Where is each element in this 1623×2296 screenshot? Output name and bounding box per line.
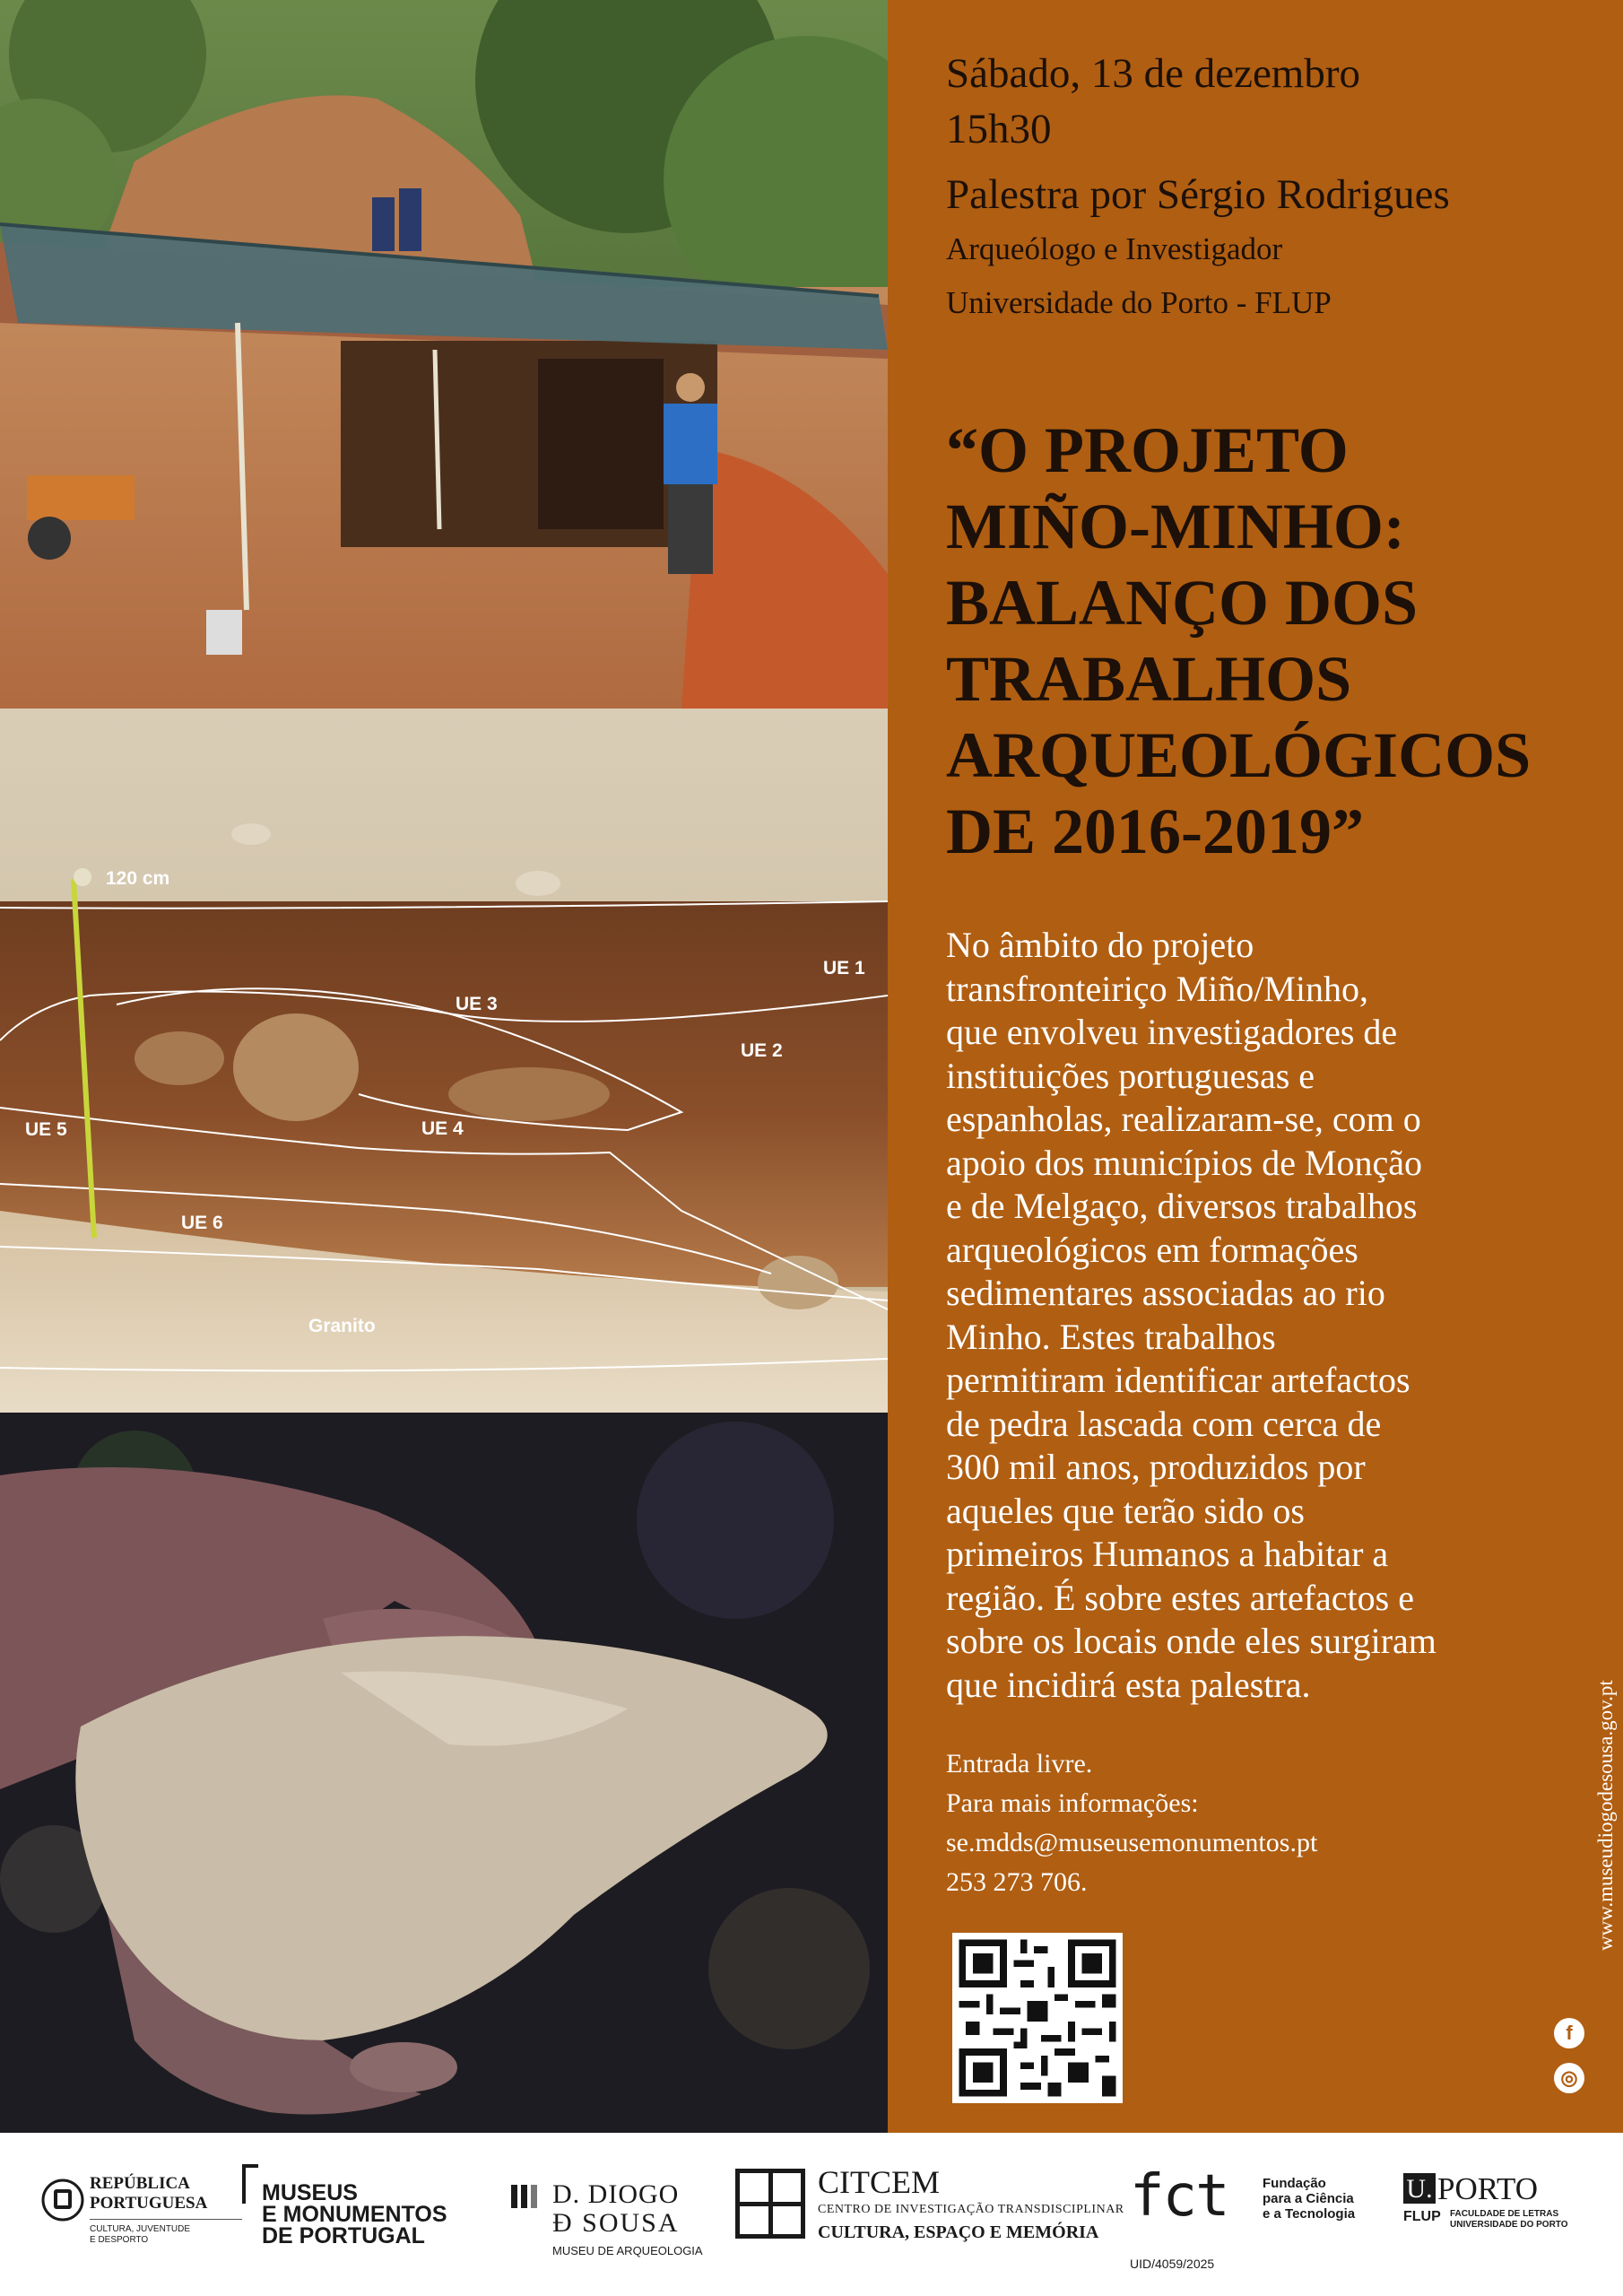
description-line: Minho. Estes trabalhos	[946, 1316, 1276, 1357]
window-grid-icon	[735, 2169, 805, 2239]
speaker-institution: Universidade do Porto - FLUP	[946, 285, 1332, 320]
description-line: transfronteiriço Miño/Minho,	[946, 968, 1369, 1009]
lecture-description	[946, 924, 1574, 1707]
description-line: espanholas, realizaram-se, com o	[946, 1099, 1421, 1139]
title-line: ARQUEOLÓGICOS	[946, 719, 1532, 791]
title-line: BALANÇO DOS	[946, 567, 1419, 639]
fct-line1: Fundação	[1263, 2176, 1326, 2191]
description-line: de pedra lascada com cerca de	[946, 1403, 1382, 1444]
contact-info	[946, 1744, 1317, 1902]
up-flup: FLUP	[1403, 2209, 1441, 2224]
rp-line1: REPÚBLICA	[90, 2174, 190, 2193]
label-ue4: UE 4	[421, 1118, 464, 1139]
artefact-in-hand-photo	[0, 1413, 888, 2133]
mmp-line1: MUSEUS	[262, 2180, 358, 2205]
fct-mark: fct	[1130, 2163, 1228, 2230]
description-line: permitiram identificar artefactos	[946, 1360, 1410, 1400]
label-ue3: UE 3	[456, 994, 498, 1014]
rp-line2: PORTUGUESA	[90, 2194, 208, 2213]
mmp-line2: E MONUMENTOS	[262, 2202, 447, 2227]
fct-line3: e a Tecnologia	[1263, 2206, 1356, 2222]
label-depth: 120 cm	[106, 868, 170, 889]
bars-icon	[511, 2185, 547, 2208]
event-speaker: Palestra por Sérgio Rodrigues	[946, 171, 1450, 218]
citcem-sub1: CENTRO DE INVESTIGAÇÃO TRANSDISCIPLINAR	[818, 2203, 1124, 2216]
description-line: No âmbito do projeto	[946, 925, 1254, 965]
title-line: “O PROJETO	[946, 414, 1349, 486]
up-porto: PORTO	[1437, 2171, 1539, 2206]
contact-phone: 253 273 706.	[946, 1867, 1088, 1897]
instagram-icon[interactable]: ◎	[1554, 2063, 1584, 2093]
description-line: sobre os locais onde eles surgiram	[946, 1621, 1436, 1661]
entry-note: Entrada livre.	[946, 1749, 1093, 1779]
sponsor-logos	[0, 2133, 1623, 2296]
title-line: DE 2016-2019”	[946, 796, 1364, 867]
coat-of-arms-icon	[40, 2178, 85, 2222]
citcem-name: CITCEM	[818, 2164, 941, 2200]
description-line: primeiros Humanos a habitar a	[946, 1534, 1389, 1574]
corner-mark	[242, 2164, 258, 2204]
description-line: aqueles que terão sido os	[946, 1490, 1305, 1531]
stratigraphy-photo	[0, 709, 888, 1413]
label-ue2: UE 2	[741, 1040, 783, 1061]
lecture-title	[946, 413, 1592, 870]
rp-subtitle: CULTURA, JUVENTUDE E DESPORTO	[90, 2224, 191, 2245]
title-line: TRABALHOS	[946, 643, 1352, 715]
label-ue1: UE 1	[823, 958, 865, 978]
dd-subtitle: MUSEU DE ARQUEOLOGIA	[552, 2244, 703, 2257]
more-info-label: Para mais informações:	[946, 1788, 1199, 1818]
description-line: e de Melgaço, diversos trabalhos	[946, 1186, 1418, 1226]
label-ue5: UE 5	[25, 1119, 67, 1140]
event-time: 15h30	[946, 106, 1052, 152]
up-faculty	[1450, 2209, 1568, 2231]
label-granite: Granito	[308, 1316, 376, 1336]
mmp-line3: DE PORTUGAL	[262, 2223, 425, 2248]
fct-text	[1263, 2176, 1355, 2222]
up-faculty-line1: FACULDADE DE LETRAS	[1450, 2209, 1559, 2219]
description-line: sedimentares associadas ao rio	[946, 1273, 1385, 1313]
event-date: Sábado, 13 de dezembro	[946, 50, 1361, 97]
website-link[interactable]: www.museudiogodesousa.gov.pt	[1594, 1680, 1617, 1951]
description-line: que envolveu investigadores de	[946, 1012, 1398, 1052]
title-line: MIÑO-MINHO:	[946, 491, 1405, 562]
description-line: apoio dos municípios de Monção	[946, 1142, 1423, 1183]
citcem-sub2: CULTURA, ESPAÇO E MEMÓRIA	[818, 2222, 1099, 2242]
description-line: 300 mil anos, produzidos por	[946, 1447, 1366, 1487]
dd-line2: Đ SOUSA	[552, 2208, 680, 2238]
qr-code	[952, 1933, 1123, 2103]
divider	[90, 2219, 242, 2220]
facebook-icon[interactable]: f	[1554, 2018, 1584, 2048]
excavation-site-photo	[0, 0, 888, 709]
label-ue6: UE 6	[181, 1213, 223, 1233]
contact-email-link[interactable]: se.mdds@museusemonumentos.pt	[946, 1828, 1318, 1857]
info-panel	[888, 0, 1623, 2133]
speaker-role: Arqueólogo e Investigador	[946, 231, 1283, 266]
mmp-text	[262, 2182, 447, 2247]
up-faculty-line2: UNIVERSIDADE DO PORTO	[1450, 2220, 1568, 2230]
description-line: instituições portuguesas e	[946, 1055, 1315, 1096]
description-line: arqueológicos em formações	[946, 1229, 1358, 1270]
description-line: que incidirá esta palestra.	[946, 1664, 1311, 1705]
fct-uid: UID/4059/2025	[1130, 2257, 1215, 2271]
dd-line1: D. DIOGO	[552, 2179, 680, 2209]
fct-line2: para a Ciência	[1263, 2191, 1354, 2206]
description-line: região. É sobre estes artefactos e	[946, 1577, 1414, 1618]
up-u: U.	[1403, 2173, 1436, 2204]
